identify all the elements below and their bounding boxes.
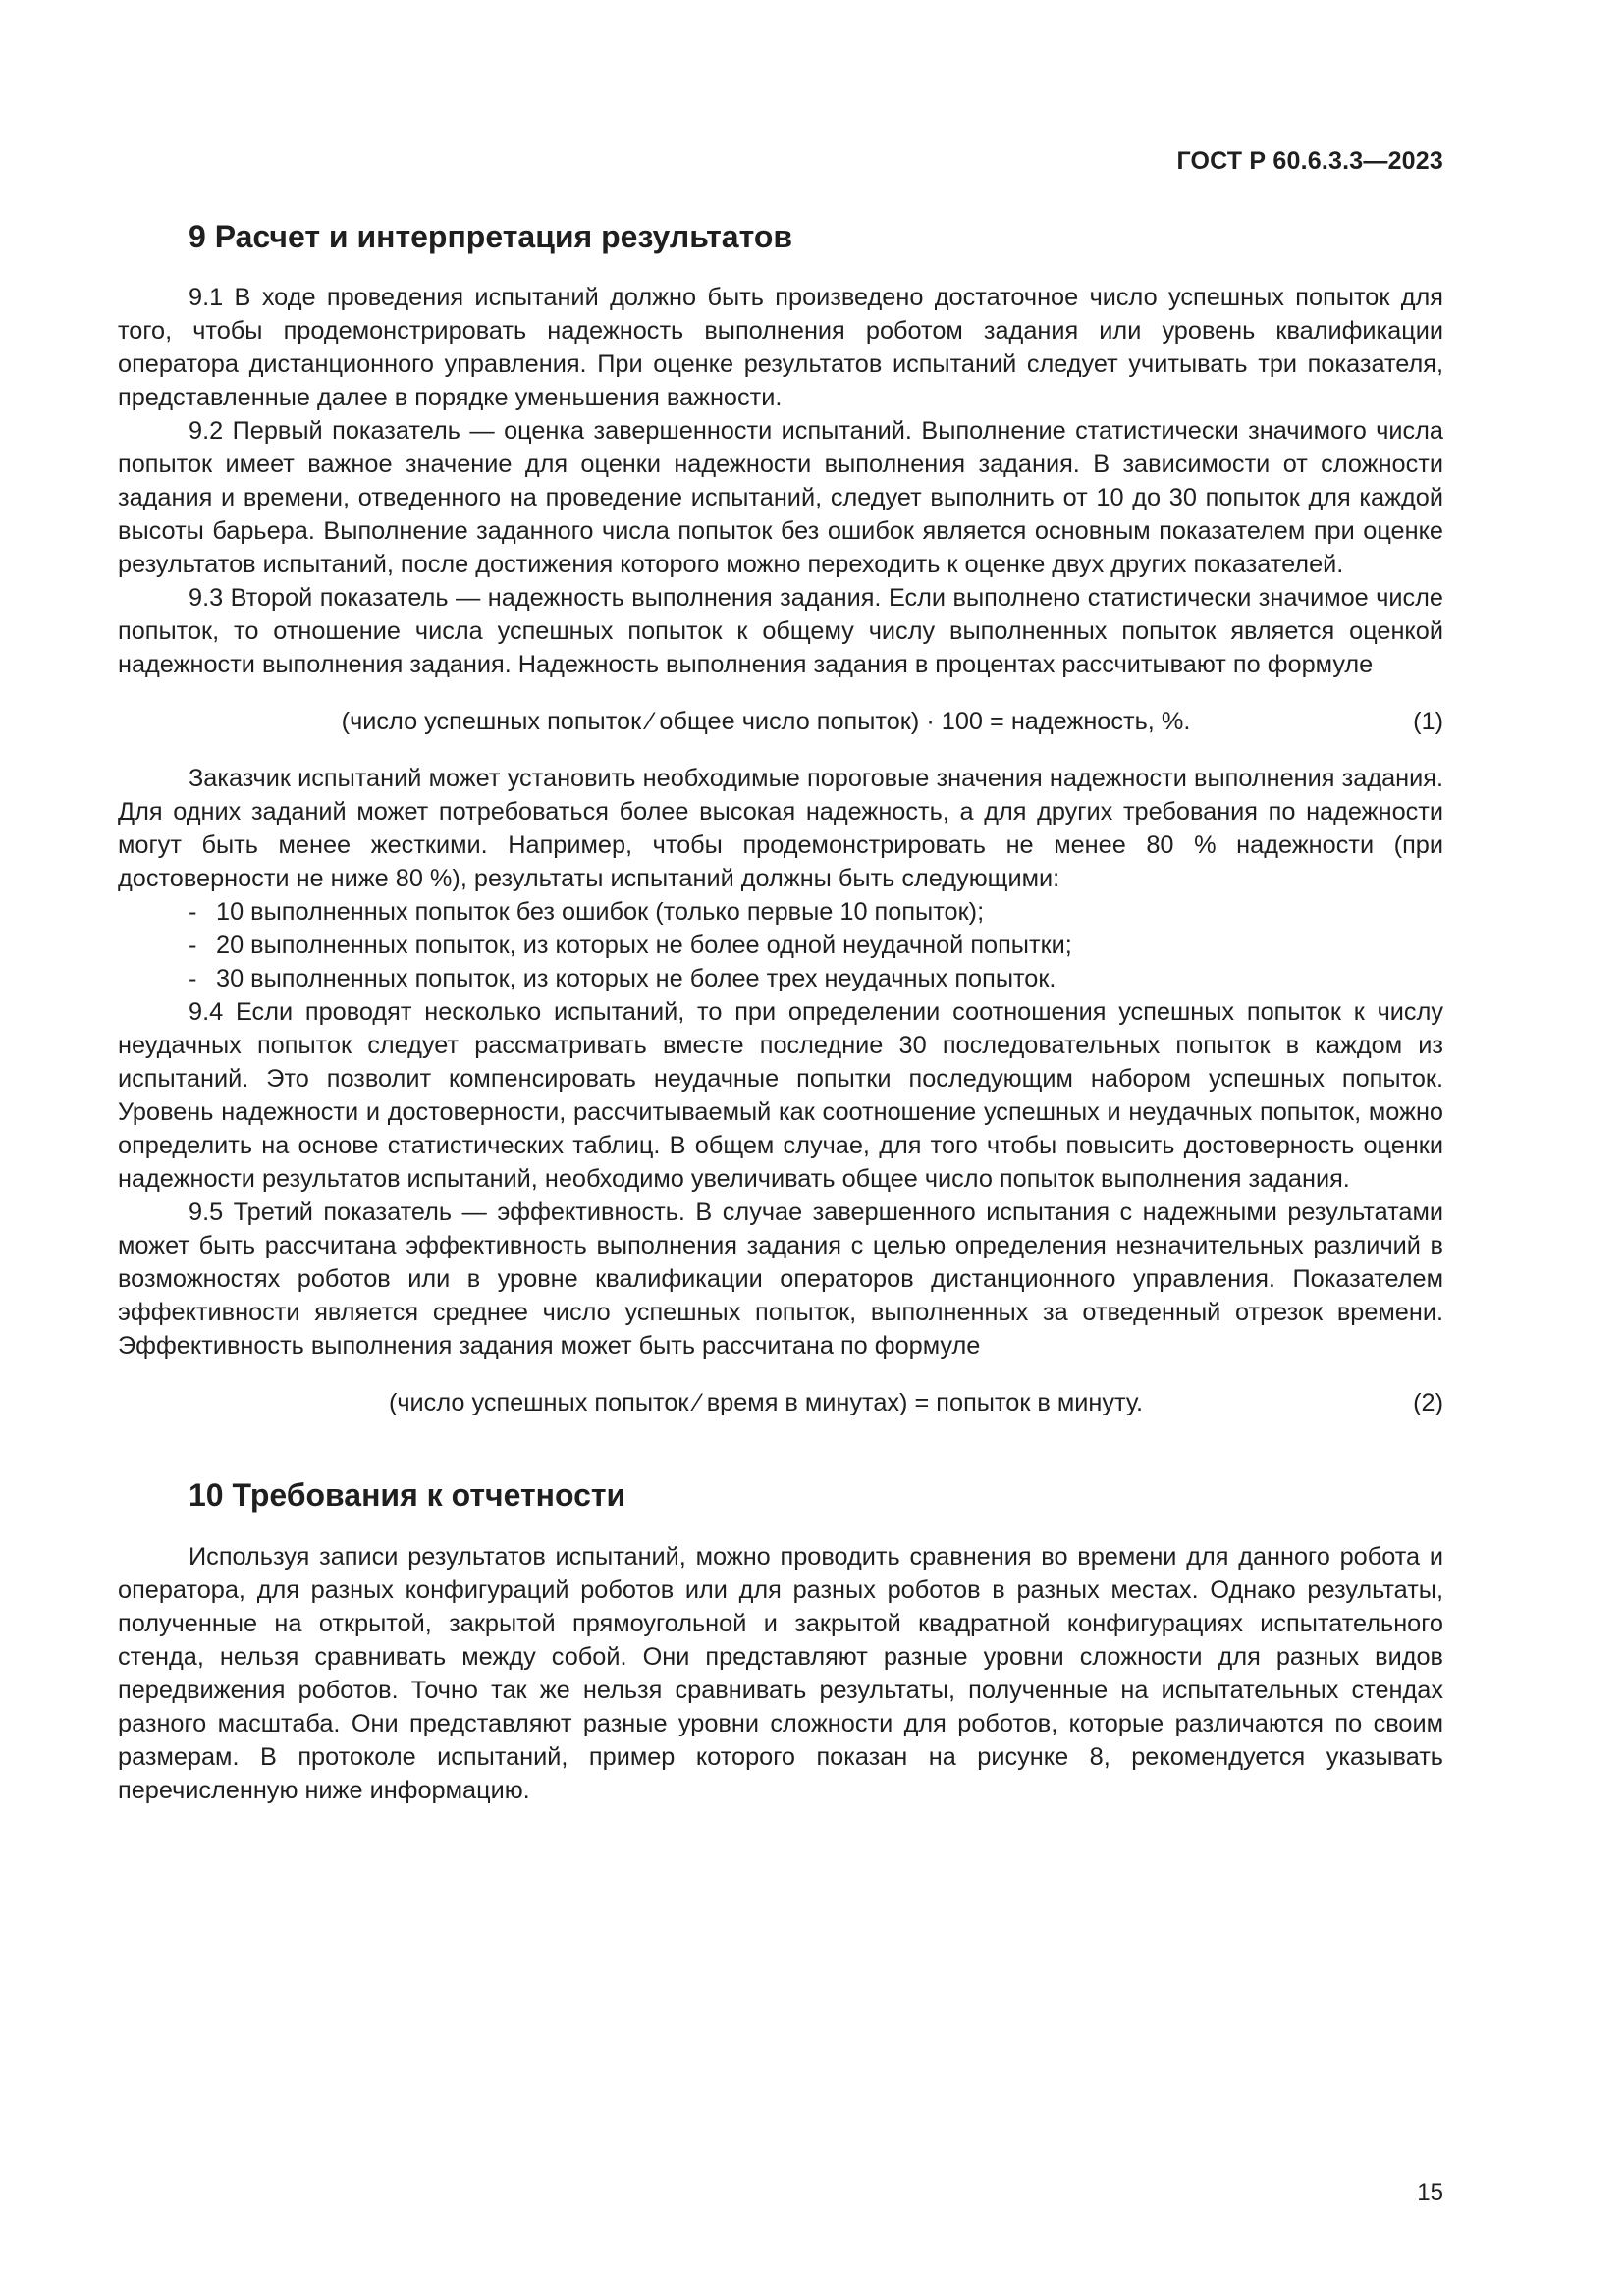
section-9-title: 9 Расчет и интерпретация результатов bbox=[189, 219, 793, 254]
formula-1 bbox=[118, 705, 1443, 738]
requirements-list bbox=[118, 895, 1443, 995]
paragraph-9-4: 9.4 Если проводят несколько испытаний, то при определении соотношения успешных попыток к числу неудачных попыток следует рассматривать вместе последние 30 последовательных попыток в каждом из испытаний. Это позволит компенсировать неудачные попытки последующим набором успешных попыток. Уровень надежности и достоверности, рассчитываемый как соотношение успешных и неудачных попыток, можно определить на основе статистических таблиц. В общем случае, для того чтобы повысить достоверность оценки надежности результатов испытаний, необходимо увеличивать общее число попыток выполнения задания. bbox=[118, 998, 1443, 1194]
formula-2-number: (2) bbox=[1413, 1389, 1443, 1417]
list-marker: - bbox=[189, 932, 197, 960]
page-body bbox=[118, 218, 1443, 1807]
paragraph-9-3: 9.3 Второй показатель — надежность выполнения задания. Если выполнено статистически значимое числе попыток, то отношение числа успешных попыток к общему числу выполненных попыток является оценкой надежности выполнения задания. Надежность выполнения задания в процентах рассчитывают по формуле bbox=[118, 584, 1443, 679]
formula-1-number: (1) bbox=[1413, 708, 1443, 736]
list-item-text: 30 выполненных попыток, из которых не более трех неудачных попыток. bbox=[216, 965, 1056, 993]
paragraph-9-1: 9.1 В ходе проведения испытаний должно быть произведено достаточное число успешных попыток для того, чтобы продемонстрировать надежность выполнения роботом задания или уровень квалификации оператора дистанционного управления. При оценке результатов испытаний следует учитывать три показателя, представленные далее в порядке уменьшения важности. bbox=[118, 284, 1443, 412]
page-number: 15 bbox=[1417, 2179, 1443, 2206]
paragraph-customer-thresholds: Заказчик испытаний может установить необходимые пороговые значения надежности выполнения задания. Для одних заданий может потребоваться более высокая надежность, а для других требования по надежности могут быть менее жесткими. Например, чтобы продемонстрировать не менее 80 % надежности (при достоверности не ниже 80 %), результаты испытаний должны быть следующими: bbox=[118, 765, 1443, 893]
section-10-title: 10 Требования к отчетности bbox=[189, 1477, 626, 1514]
paragraph-9-2: 9.2 Первый показатель — оценка завершенности испытаний. Выполнение статистически значимого числа попыток имеет важное значение для оценки надежности выполнения задания. В зависимости от сложности задания и времени, отведенного на проведение испытаний, следует выполнить от 10 до 30 попыток для каждой высоты барьера. Выполнение заданного числа попыток без ошибок является основным показателем при оценке результатов испытаний, после достижения которого можно переходить к оценке двух других показателей. bbox=[118, 417, 1443, 579]
list-item bbox=[118, 929, 1443, 962]
paragraph-10-1: Используя записи результатов испытаний, можно проводить сравнения во времени для данного робота и оператора, для разных конфигураций роботов или для разных роботов в разных местах. Однако результаты, полученные на открытой, закрытой прямоугольной и закрытой квадратной конфигурациях испытательного стенда, нельзя сравнивать между собой. Они представляют разные уровни сложности для разных видов передвижения роботов. Точно так же нельзя сравнивать результаты, полученные на испытательных стендах разного масштаба. Они представляют разные уровни сложности для роботов, которые различаются по своим размерам. В протоколе испытаний, пример которого показан на рисунке 8, рекомендуется указывать перечисленную ниже информацию. bbox=[118, 1542, 1443, 1804]
list-item-text: 20 выполненных попыток, из которых не более одной неудачной попытки; bbox=[216, 932, 1072, 960]
list-marker: - bbox=[189, 898, 197, 927]
formula-2-text: (число успешных попыток ⁄ время в минутах) = попыток в минуту. bbox=[388, 1389, 1144, 1417]
list-item bbox=[118, 895, 1443, 929]
document-code: ГОСТ Р 60.6.3.3—2023 bbox=[1176, 147, 1443, 175]
formula-2 bbox=[118, 1386, 1443, 1419]
list-item bbox=[118, 962, 1443, 995]
list-marker: - bbox=[189, 965, 197, 993]
list-item-text: 10 выполненных попыток без ошибок (только первые 10 попыток); bbox=[216, 898, 985, 927]
paragraph-9-5: 9.5 Третий показатель — эффективность. В случае завершенного испытания с надежными результатами может быть рассчитана эффективность выполнения задания с целью определения незначительных различий в возможностях роботов или в уровне квалификации операторов дистанционного управления. Показателем эффективности является среднее число успешных попыток, выполненных за отведенный отрезок времени. Эффективность выполнения задания может быть рассчитана по формуле bbox=[118, 1199, 1443, 1361]
formula-1-text: (число успешных попыток ⁄ общее число попыток) · 100 = надежность, %. bbox=[341, 708, 1191, 736]
